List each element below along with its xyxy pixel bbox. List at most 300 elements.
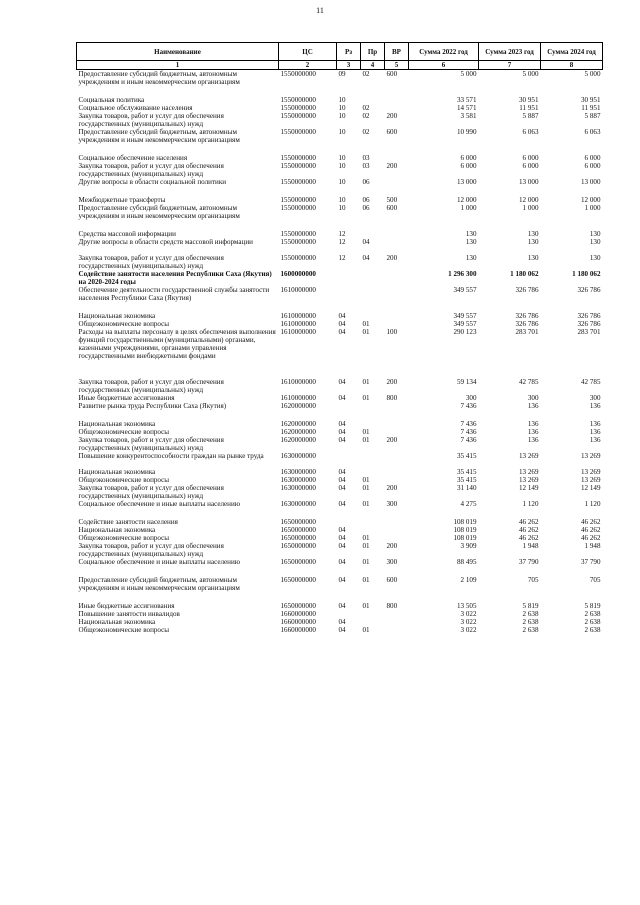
- cell-pr: 01: [362, 428, 370, 436]
- cell-pr: 02: [362, 112, 370, 120]
- cell-cs: 1550000000: [280, 104, 316, 112]
- header-index-2: 2: [279, 61, 337, 70]
- header-index-4: 4: [361, 61, 385, 70]
- cell-name: Национальная экономика: [78, 526, 156, 534]
- cell-rz: [337, 270, 361, 286]
- budget-table: [76, 42, 603, 634]
- cell-pr: 04: [362, 254, 370, 262]
- table-row: [77, 428, 603, 436]
- cell-sum-2023: 11 951: [519, 104, 539, 112]
- table-row: [77, 230, 603, 238]
- header-index-3: 3: [337, 61, 361, 70]
- cell-sum-2024: 6 000: [584, 154, 601, 162]
- table-row: [77, 436, 603, 452]
- cell-pr: 06: [362, 204, 370, 212]
- cell-rz: 04: [338, 542, 346, 550]
- cell-rz: 04: [338, 378, 346, 386]
- cell-rz: 04: [338, 626, 346, 634]
- cell-cs: 1620000000: [280, 428, 316, 436]
- cell-pr: 03: [362, 162, 370, 170]
- cell-name: Предоставление субсидий бюджетным, автономным учреждениям и иным некоммерческим организациям: [78, 128, 240, 144]
- cell-cs: 1610000000: [280, 328, 316, 336]
- cell-cs: 1660000000: [280, 610, 316, 618]
- cell-pr: 01: [362, 500, 370, 508]
- cell-vr: [385, 610, 409, 618]
- cell-sum-2024: 46 262: [580, 518, 601, 526]
- cell-sum-2024: 130: [589, 230, 601, 238]
- cell-name: Общеэкономические вопросы: [78, 476, 170, 484]
- cell-sum-2024: 2 638: [584, 626, 601, 634]
- cell-sum-2023: 326 786: [515, 312, 539, 320]
- cell-sum-2023: 1 120: [522, 500, 539, 508]
- cell-cs: 1650000000: [280, 526, 316, 534]
- cell-sum-2022: 14 571: [456, 104, 477, 112]
- cell-sum-2022: 3 581: [460, 112, 477, 120]
- cell-name: Предоставление субсидий бюджетным, автономным учреждениям и иным некоммерческим организациям: [78, 70, 240, 86]
- cell-cs: 1630000000: [280, 476, 316, 484]
- table-row: [77, 542, 603, 558]
- cell-sum-2023: 13 269: [518, 468, 539, 476]
- cell-sum-2024: 1 000: [584, 204, 601, 212]
- cell-sum-2024: 5 887: [584, 112, 601, 120]
- table-row: [77, 402, 603, 420]
- cell-cs: 1550000000: [280, 154, 316, 162]
- table-row: [77, 320, 603, 328]
- header-pr: Пр: [361, 43, 385, 61]
- cell-vr: [385, 230, 409, 238]
- cell-name: Закупка товаров, работ и услуг для обеспечения государственных (муниципальных) нужд: [78, 162, 224, 178]
- table-row: [77, 610, 603, 618]
- cell-cs: 1650000000: [280, 534, 316, 542]
- cell-sum-2022: 7 436: [460, 436, 477, 444]
- cell-name: Общеэкономические вопросы: [78, 534, 170, 542]
- cell-cs: 1630000000: [280, 484, 316, 492]
- cell-cs: 1550000000: [280, 96, 316, 104]
- table-row: [77, 254, 603, 270]
- cell-pr: 03: [362, 154, 370, 162]
- cell-sum-2024: 6 000: [584, 162, 601, 170]
- cell-pr: 01: [362, 576, 370, 584]
- cell-pr: 04: [362, 238, 370, 246]
- cell-cs: 1610000000: [280, 320, 316, 328]
- cell-sum-2023: 130: [527, 230, 539, 238]
- cell-sum-2024: 6 063: [584, 128, 601, 136]
- cell-rz: 10: [338, 104, 346, 112]
- cell-pr: [361, 452, 385, 468]
- table-header: [77, 43, 603, 70]
- cell-sum-2022: 3 909: [460, 542, 477, 550]
- cell-sum-2024: 1 180 062: [572, 270, 601, 278]
- cell-sum-2024: 42 785: [580, 378, 601, 386]
- cell-name: Иные бюджетные ассигнования: [78, 394, 175, 402]
- cell-pr: 02: [362, 104, 370, 112]
- cell-cs: 1610000000: [280, 312, 316, 320]
- cell-vr: 200: [386, 378, 398, 386]
- cell-sum-2024: 136: [589, 402, 601, 410]
- cell-rz: 04: [338, 420, 346, 428]
- cell-sum-2023: 300: [527, 394, 539, 402]
- cell-vr: 200: [386, 254, 398, 262]
- cell-rz: 04: [338, 576, 346, 584]
- cell-sum-2023: 37 790: [518, 558, 539, 566]
- cell-vr: [385, 428, 409, 436]
- cell-vr: 300: [386, 558, 398, 566]
- cell-rz: 10: [338, 96, 346, 104]
- cell-cs: 1550000000: [280, 128, 316, 136]
- table-row: [77, 204, 603, 230]
- cell-sum-2023: 1 948: [522, 542, 539, 550]
- cell-sum-2022: 130: [465, 230, 477, 238]
- cell-rz: [337, 518, 361, 526]
- cell-sum-2023: 283 701: [515, 328, 539, 336]
- table-row: [77, 270, 603, 286]
- cell-vr: [385, 468, 409, 476]
- cell-vr: [385, 312, 409, 320]
- table-row: [77, 618, 603, 626]
- cell-vr: 200: [386, 112, 398, 120]
- cell-sum-2023: 13 269: [518, 476, 539, 484]
- cell-rz: 10: [338, 196, 346, 204]
- cell-rz: 04: [338, 526, 346, 534]
- cell-sum-2023: 136: [527, 428, 539, 436]
- cell-pr: [361, 96, 385, 104]
- cell-sum-2024: 1 120: [584, 500, 601, 508]
- cell-vr: [385, 526, 409, 534]
- cell-sum-2024: 136: [589, 420, 601, 428]
- cell-sum-2023: 6 063: [522, 128, 539, 136]
- cell-pr: 01: [362, 436, 370, 444]
- cell-sum-2024: 13 000: [580, 178, 601, 186]
- cell-name: Закупка товаров, работ и услуг для обеспечения государственных (муниципальных) нужд: [78, 254, 224, 270]
- cell-pr: [361, 420, 385, 428]
- cell-pr: 06: [362, 196, 370, 204]
- cell-sum-2022: 13 000: [456, 178, 477, 186]
- cell-sum-2022: 3 022: [460, 610, 477, 618]
- cell-sum-2022: 130: [465, 238, 477, 246]
- cell-vr: 200: [386, 436, 398, 444]
- header-index-8: 8: [541, 61, 603, 70]
- table-row: [77, 112, 603, 128]
- cell-cs: 1550000000: [280, 254, 316, 262]
- cell-rz: 04: [338, 328, 346, 336]
- cell-sum-2023: 46 262: [518, 518, 539, 526]
- cell-pr: 01: [362, 394, 370, 402]
- table-row: [77, 534, 603, 542]
- header-rz: Рз: [337, 43, 361, 61]
- cell-sum-2022: 108 019: [453, 526, 477, 534]
- cell-sum-2024: 12 000: [580, 196, 601, 204]
- cell-rz: 04: [338, 436, 346, 444]
- cell-cs: 1650000000: [280, 558, 316, 566]
- cell-sum-2024: 326 786: [577, 320, 601, 328]
- cell-pr: 02: [362, 70, 370, 78]
- cell-vr: 800: [386, 602, 398, 610]
- cell-vr: 600: [386, 204, 398, 212]
- cell-vr: [385, 320, 409, 328]
- cell-rz: 10: [338, 128, 346, 136]
- cell-sum-2023: 130: [527, 238, 539, 246]
- table-body: [77, 70, 603, 635]
- cell-sum-2022: 35 415: [456, 476, 477, 484]
- cell-rz: [337, 402, 361, 420]
- cell-sum-2023: 326 786: [515, 286, 539, 294]
- cell-rz: 04: [338, 602, 346, 610]
- header-sum-2024: Сумма 2024 год: [541, 43, 603, 61]
- cell-rz: [337, 452, 361, 468]
- cell-vr: 200: [386, 484, 398, 492]
- cell-cs: 1650000000: [280, 576, 316, 584]
- cell-pr: [361, 468, 385, 476]
- cell-sum-2023: 6 000: [522, 162, 539, 170]
- cell-rz: 04: [338, 484, 346, 492]
- cell-rz: 04: [338, 394, 346, 402]
- cell-sum-2024: 705: [589, 576, 601, 584]
- cell-vr: [385, 534, 409, 542]
- cell-sum-2023: 30 951: [518, 96, 539, 104]
- cell-sum-2022: 130: [465, 254, 477, 262]
- cell-cs: 1550000000: [280, 112, 316, 120]
- table-row: [77, 196, 603, 204]
- cell-rz: 09: [338, 70, 346, 78]
- cell-pr: [361, 270, 385, 286]
- cell-sum-2024: 11 951: [581, 104, 601, 112]
- table-row: [77, 468, 603, 476]
- cell-sum-2024: 130: [589, 238, 601, 246]
- cell-sum-2022: 31 140: [456, 484, 477, 492]
- cell-pr: 01: [362, 378, 370, 386]
- cell-vr: [385, 618, 409, 626]
- cell-pr: 01: [362, 626, 370, 634]
- cell-sum-2023: 13 000: [518, 178, 539, 186]
- cell-vr: 100: [386, 328, 398, 336]
- cell-pr: [361, 518, 385, 526]
- cell-sum-2023: 2 638: [522, 610, 539, 618]
- cell-vr: 800: [386, 394, 398, 402]
- cell-rz: 04: [338, 428, 346, 436]
- cell-sum-2024: 46 262: [580, 534, 601, 542]
- cell-vr: 200: [386, 162, 398, 170]
- cell-cs: 1610000000: [280, 378, 316, 386]
- cell-sum-2023: 705: [527, 576, 539, 584]
- cell-sum-2024: 136: [589, 428, 601, 436]
- cell-sum-2022: 88 495: [456, 558, 477, 566]
- cell-sum-2023: 136: [527, 436, 539, 444]
- cell-sum-2024: 2 638: [584, 610, 601, 618]
- cell-pr: 01: [362, 558, 370, 566]
- cell-name: Социальная политика: [78, 96, 145, 104]
- cell-rz: 10: [338, 154, 346, 162]
- cell-sum-2022: 7 436: [460, 428, 477, 436]
- cell-sum-2022: 4 275: [460, 500, 477, 508]
- cell-sum-2022: 10 990: [456, 128, 477, 136]
- cell-sum-2022: 108 019: [453, 534, 477, 542]
- cell-cs: 1660000000: [280, 618, 316, 626]
- page-number: 11: [316, 6, 324, 15]
- cell-sum-2022: 108 019: [453, 518, 477, 526]
- cell-sum-2023: 5 887: [522, 112, 539, 120]
- cell-sum-2023: 1 000: [522, 204, 539, 212]
- cell-rz: [337, 286, 361, 312]
- cell-pr: 01: [362, 476, 370, 484]
- cell-rz: 04: [338, 320, 346, 328]
- cell-vr: 600: [386, 576, 398, 584]
- cell-cs: 1550000000: [280, 230, 316, 238]
- cell-rz: 04: [338, 312, 346, 320]
- cell-rz: 12: [338, 238, 346, 246]
- header-name: Наименование: [77, 43, 279, 61]
- cell-name: Средства массовой информации: [78, 230, 176, 238]
- cell-name: Содействие занятости населения Республики Саха (Якутия) на 2020-2024 годы: [78, 270, 272, 286]
- cell-name: Другие вопросы в области социальной политики: [78, 178, 227, 186]
- cell-pr: 01: [362, 542, 370, 550]
- cell-pr: 01: [362, 320, 370, 328]
- cell-pr: 01: [362, 328, 370, 336]
- cell-vr: [385, 96, 409, 104]
- table-row: [77, 128, 603, 154]
- cell-cs: 1610000000: [280, 394, 316, 402]
- cell-vr: [385, 402, 409, 420]
- cell-name: Межбюджетные трансферты: [78, 196, 166, 204]
- table-row: [77, 328, 603, 378]
- table-row: [77, 500, 603, 518]
- cell-sum-2023: 326 786: [515, 320, 539, 328]
- cell-cs: 1650000000: [280, 542, 316, 550]
- header-cs: ЦС: [279, 43, 337, 61]
- cell-sum-2024: 300: [589, 394, 601, 402]
- table-row: [77, 484, 603, 500]
- cell-sum-2024: 37 790: [580, 558, 601, 566]
- table-row: [77, 518, 603, 526]
- cell-name: Закупка товаров, работ и услуг для обеспечения государственных (муниципальных) нужд: [78, 542, 224, 558]
- table-row: [77, 70, 603, 97]
- header-vr: ВР: [385, 43, 409, 61]
- cell-pr: [361, 286, 385, 312]
- cell-cs: 1600000000: [280, 270, 316, 278]
- table-row: [77, 602, 603, 610]
- cell-name: Другие вопросы в области средств массовой информации: [78, 238, 253, 246]
- cell-sum-2022: 290 123: [453, 328, 477, 336]
- cell-cs: 1550000000: [280, 162, 316, 170]
- cell-sum-2024: 326 786: [577, 286, 601, 294]
- cell-sum-2024: 326 786: [577, 312, 601, 320]
- cell-vr: [385, 476, 409, 484]
- cell-name: Общеэкономические вопросы: [78, 626, 170, 634]
- cell-sum-2022: 349 557: [453, 286, 477, 294]
- cell-sum-2022: 35 415: [456, 468, 477, 476]
- cell-sum-2023: 12 000: [518, 196, 539, 204]
- cell-pr: 01: [362, 484, 370, 492]
- header-sum-2023: Сумма 2023 год: [479, 43, 541, 61]
- cell-name: Иные бюджетные ассигнования: [78, 602, 175, 610]
- cell-sum-2023: 6 000: [522, 154, 539, 162]
- cell-cs: 1630000000: [280, 500, 316, 508]
- cell-sum-2023: 46 262: [518, 534, 539, 542]
- cell-name: Общеэкономические вопросы: [78, 320, 170, 328]
- cell-rz: 10: [338, 178, 346, 186]
- table-row: [77, 312, 603, 320]
- cell-vr: [385, 238, 409, 254]
- cell-sum-2024: 130: [589, 254, 601, 262]
- cell-rz: 10: [338, 162, 346, 170]
- cell-sum-2022: 349 557: [453, 312, 477, 320]
- cell-rz: 10: [338, 204, 346, 212]
- table-row: [77, 394, 603, 402]
- cell-name: Закупка товаров, работ и услуг для обеспечения государственных (муниципальных) нужд: [78, 436, 224, 452]
- cell-sum-2022: 12 000: [456, 196, 477, 204]
- table-row: [77, 96, 603, 104]
- cell-sum-2022: 13 505: [456, 602, 477, 610]
- cell-sum-2023: 136: [527, 420, 539, 428]
- cell-sum-2022: 1 000: [460, 204, 477, 212]
- cell-name: Повышение занятости инвалидов: [78, 610, 180, 618]
- cell-sum-2024: 13 269: [580, 476, 601, 484]
- cell-sum-2022: 6 000: [460, 154, 477, 162]
- cell-sum-2023: 2 638: [522, 626, 539, 634]
- header-sum-2022: Сумма 2022 год: [409, 43, 479, 61]
- cell-pr: [361, 312, 385, 320]
- cell-vr: [385, 518, 409, 526]
- cell-sum-2022: 5 000: [460, 70, 477, 78]
- table-row: [77, 162, 603, 178]
- cell-sum-2022: 1 296 300: [448, 270, 477, 278]
- cell-sum-2022: 349 557: [453, 320, 477, 328]
- cell-sum-2022: 3 022: [460, 626, 477, 634]
- cell-sum-2023: 2 638: [522, 618, 539, 626]
- cell-pr: [361, 230, 385, 238]
- cell-vr: 600: [386, 128, 398, 136]
- cell-sum-2024: 5 000: [584, 70, 601, 78]
- cell-vr: [385, 178, 409, 196]
- cell-rz: 12: [338, 254, 346, 262]
- cell-rz: 04: [338, 558, 346, 566]
- cell-sum-2022: 6 000: [460, 162, 477, 170]
- cell-sum-2024: 136: [589, 436, 601, 444]
- table-row: [77, 178, 603, 196]
- cell-rz: 04: [338, 500, 346, 508]
- table-row: [77, 104, 603, 112]
- header-index-7: 7: [479, 61, 541, 70]
- cell-name: Повышение конкурентоспособности граждан на рынке труда: [78, 452, 264, 460]
- cell-sum-2024: 283 701: [577, 328, 601, 336]
- cell-vr: 300: [386, 500, 398, 508]
- cell-rz: 04: [338, 534, 346, 542]
- cell-name: Общеэкономические вопросы: [78, 428, 170, 436]
- cell-sum-2024: 5 819: [584, 602, 601, 610]
- cell-sum-2023: 46 262: [518, 526, 539, 534]
- table-row: [77, 378, 603, 394]
- cell-rz: 10: [338, 112, 346, 120]
- cell-cs: 1610000000: [280, 286, 316, 294]
- cell-vr: [385, 626, 409, 634]
- cell-sum-2023: 13 269: [518, 452, 539, 460]
- cell-sum-2024: 13 269: [580, 452, 601, 460]
- cell-sum-2022: 2 109: [460, 576, 477, 584]
- cell-pr: 01: [362, 534, 370, 542]
- cell-name: Обеспечение деятельности государственной службы занятости населения Республики Саха (Якутия): [78, 286, 270, 302]
- cell-vr: [385, 286, 409, 312]
- cell-name: Расходы на выплаты персоналу в целях обеспечения выполнения функций государственными (муниципальными) органами, казенными учреждениями, органами управления государственными внебюджетными фондами: [78, 328, 276, 360]
- cell-vr: [385, 452, 409, 468]
- cell-cs: 1650000000: [280, 518, 316, 526]
- cell-sum-2023: 5 819: [522, 602, 539, 610]
- table-row: [77, 154, 603, 162]
- cell-cs: 1620000000: [280, 436, 316, 444]
- cell-cs: 1550000000: [280, 70, 316, 78]
- cell-pr: [361, 526, 385, 534]
- cell-rz: 04: [338, 468, 346, 476]
- cell-cs: 1550000000: [280, 238, 316, 246]
- cell-name: Национальная экономика: [78, 468, 156, 476]
